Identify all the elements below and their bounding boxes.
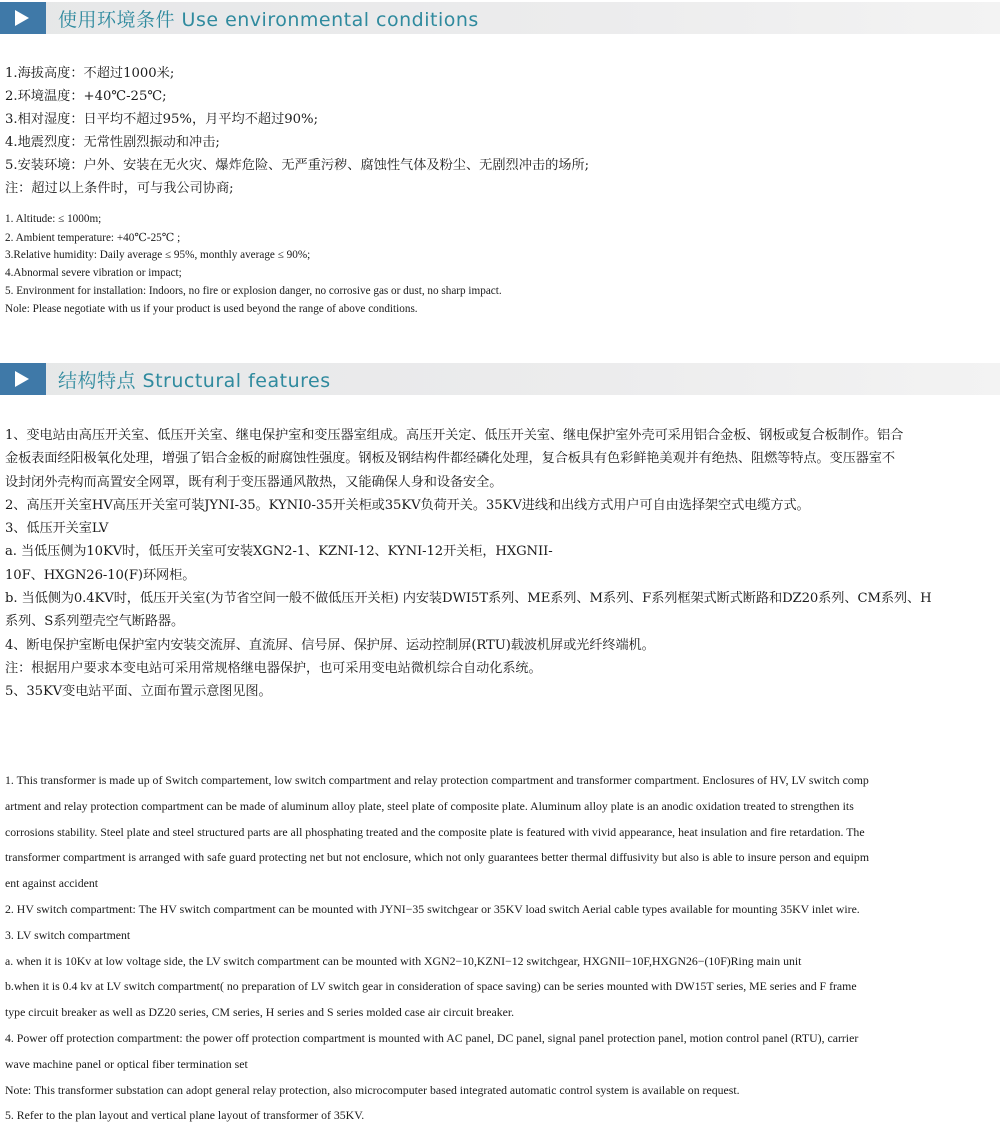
paragraph-line: 4. Power off protection compartment: the power off protection compartment is mounted with AC panel, DC panel, signal panel protection panel, motion control panel (RTU), carrier <box>5 1030 859 1045</box>
paragraph-line: 金板表面经阳极氧化处理，增强了铝合金板的耐腐蚀性强度。钢板及钢结构件都经磷化处理，复合板具有色彩鲜艳美观并有绝热、阻燃等特点。变压器室不 <box>5 451 895 467</box>
list-item: 注：超过以上条件时，可与我公司协商; <box>5 181 234 196</box>
environment-zh-list <box>5 62 997 200</box>
paragraph-line: 3. LV switch compartment <box>5 927 131 942</box>
paragraph-line: b. 当低侧为0.4KV时，低压开关室(为节省空间一般不做低压开关柜) 内安装DWI5T系列、ME系列、M系列、F系列框架式断式断路和DZ20系列、CM系列、H <box>5 591 932 607</box>
list-item: 2.环境温度：+40℃-25℃; <box>5 89 167 104</box>
paragraph-line: b.when it is 0.4 kv at LV switch compartment( no preparation of LV switch gear in consideration of space saving) can be series mounted with DW15T series, ME series and F frame <box>5 979 857 994</box>
paragraph-line: type circuit breaker as well as DZ20 series, CM series, H series and S series molded case air circuit breaker. <box>5 1005 515 1020</box>
paragraph-line: transformer compartment is arranged with safe guard protecting net but not enclosure, which not only guarantees better thermal diffusivity but also is able to insure person and equipm <box>5 850 869 865</box>
paragraph-line: corrosions stability. Steel plate and steel structured parts are all phosphating treated and the composite plate is featured with vivid appearance, heat insulation and fire retardation. The <box>5 824 865 839</box>
list-item: 4.地震烈度：无常性剧烈振动和冲击; <box>5 135 220 150</box>
paragraph-line: a. when it is 10Kv at low voltage side, the LV switch compartment can be mounted with XGN2−10,KZNI−12 switchgear, HXGNII−10F,HXGN26−(10F)Ring main unit <box>5 953 802 968</box>
paragraph-line: 3、低压开关室LV <box>5 521 109 537</box>
paragraph-line: 2、高压开关室HV高压开关室可装JYNI-35。KYNI0-35开关柜或35KV负荷开关。35KV进线和出线方式用户可自由选择架空式电缆方式。 <box>5 497 810 513</box>
paragraph-line: 5、35KV变电站平面、立面布置示意图见图。 <box>5 684 272 700</box>
paragraph-line: wave machine panel or optical fiber termination set <box>5 1056 248 1071</box>
list-item: 5.安装环境：户外、安装在无火灾、爆炸危险、无严重污秽、腐蚀性气体及粉尘、无剧烈冲击的场所; <box>5 158 590 173</box>
list-item: 4.Abnormal severe vibration or impact; <box>5 267 182 279</box>
paragraph-line: a. 当低压侧为10KV时，低压开关室可安装XGN2-1、KZNI-12、KYNI-12开关柜，HXGNII- <box>5 544 553 560</box>
section-title: 结构特点 Structural features <box>58 370 331 392</box>
paragraph-line: 设封闭外壳构而高置安全网罩，既有利于变压器通风散热，又能确保人身和设备安全。 <box>5 474 503 490</box>
list-item: 1. Altitude: ≤ 1000m; <box>5 213 102 225</box>
list-item: 3.相对湿度：日平均不超过95%，月平均不超过90%; <box>5 112 319 127</box>
paragraph-line: 1. This transformer is made up of Switch compartement, low switch compartment and relay protection compartment and transformer compartment. Enclosures of HV, LV switch comp <box>5 773 869 787</box>
section-header-structural <box>0 363 1000 395</box>
paragraph-line: 2. HV switch compartment: The HV switch compartment can be mounted with JYNI−35 switchgear or 35KV load switch Aerial cable types available for mounting 35KV inlet wire. <box>5 901 860 916</box>
paragraph-line: 4、断电保护室断电保护室内安装交流屏、直流屏、信号屏、保护屏、运动控制屏(RTU)载波机屏或光纤终端机。 <box>5 637 655 653</box>
list-item: 5. Environment for installation: Indoors, no fire or explosion danger, no corrosive gas or dust, no sharp impact. <box>5 285 502 297</box>
paragraph-line: artment and relay protection compartment can be made of aluminum alloy plate, steel plate of composite plate. Aluminum alloy plate is an anodic oxidation treated to strengthen its <box>5 798 854 813</box>
section-header-environment <box>0 2 1000 34</box>
paragraph-line: 5. Refer to the plan layout and vertical plane layout of transformer of 35KV. <box>5 1108 365 1123</box>
paragraph-line: Note: This transformer substation can adopt general relay protection, also microcomputer based integrated automatic control system is available on request. <box>5 1082 740 1097</box>
paragraph-line: 10F、HXGN26-10(F)环网柜。 <box>5 567 196 583</box>
play-arrow-icon <box>0 2 46 34</box>
list-item: 3.Relative humidity: Daily average ≤ 95%, monthly average ≤ 90%; <box>5 249 311 261</box>
list-item: 1.海拔高度：不超过1000米; <box>5 66 175 81</box>
environment-en-list <box>5 213 997 321</box>
section-title: 使用环境条件 Use environmental conditions <box>58 9 479 31</box>
paragraph-line: 1、变电站由高压开关室、低压开关室、继电保护室和变压器室组成。高压开关定、低压开关室、继电保护室外壳可采用铝合金板、钢板或复合板制作。铝合 <box>5 428 904 443</box>
list-item: 2. Ambient temperature: +40℃-25℃ ; <box>5 232 181 244</box>
paragraph-line: 系列、S系列塑壳空气断路器。 <box>5 614 185 630</box>
list-item: Nole: Please negotiate with us if your product is used beyond the range of above conditions. <box>5 303 418 315</box>
structural-en-text <box>5 773 997 1134</box>
paragraph-line: ent against accident <box>5 876 99 891</box>
paragraph-line: 注：根据用户要求本变电站可采用常规格继电器保护，也可采用变电站微机综合自动化系统。 <box>5 660 542 676</box>
structural-zh-text <box>5 424 997 704</box>
play-arrow-icon <box>0 363 46 395</box>
